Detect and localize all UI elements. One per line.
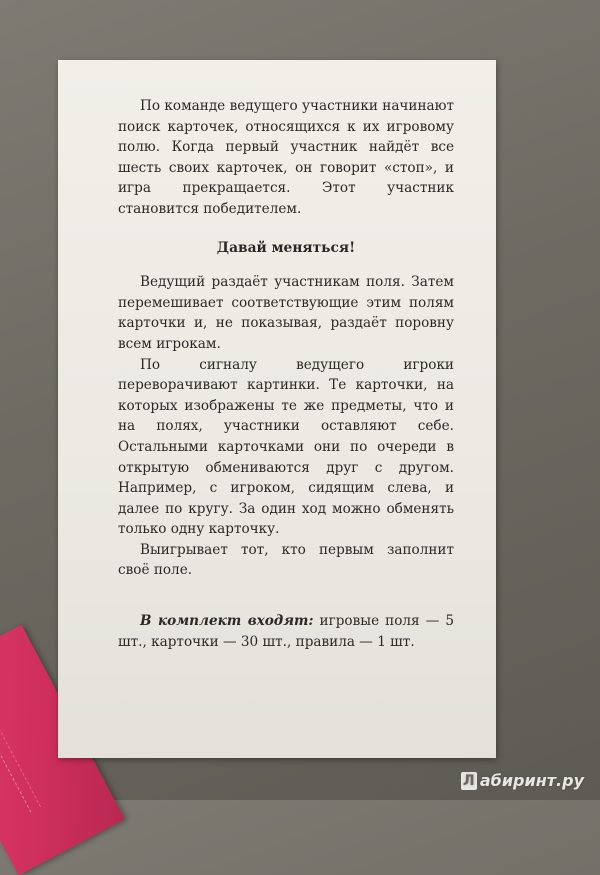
card-print-marks (0, 683, 41, 812)
watermark-text: абиринт.ру (479, 771, 584, 790)
paragraph-winner: Выигрывает тот, кто первым заполнит своё поле. (118, 541, 454, 579)
package-contents (118, 611, 454, 652)
section-heading: Давай меняться! (216, 239, 356, 256)
package-contents-list: игровые поля — 5 шт., карточки — 30 шт., правила — 1 шт. (118, 613, 454, 650)
labirint-watermark (461, 771, 584, 790)
package-contents-label: В комплект входят: (140, 613, 314, 630)
paragraph-deal-cards: Ведущий раздаёт участникам поля. Затем перемешивает соответствующие этим полям карточки и, не показывая, раздаёт поровну всем игрокам. (118, 274, 454, 352)
rules-sheet (58, 60, 496, 758)
paragraph-exchange: По сигналу ведущего игроки переворачивают картинки. Те карточки, на которых изображены те же предметы, что и на полях, участники оставляют себе. Остальными карточками они по очереди в открытую обмениваются друг с другом. Например, с игроком, сидящим слева, и далее по кругу. За один ход можно обменять только одну карточку. (118, 356, 454, 538)
labirint-logo-icon: Л (461, 772, 477, 790)
rules-text-block (118, 96, 454, 666)
paragraph-end-of-game: По команде ведущего участники начинают поиск карточек, относящихся к их игровому полю. Когда первый участник найдёт все шесть своих карточек, он говорит «стоп», и игра прекращается. Этот участник становится победителем. (118, 98, 454, 217)
